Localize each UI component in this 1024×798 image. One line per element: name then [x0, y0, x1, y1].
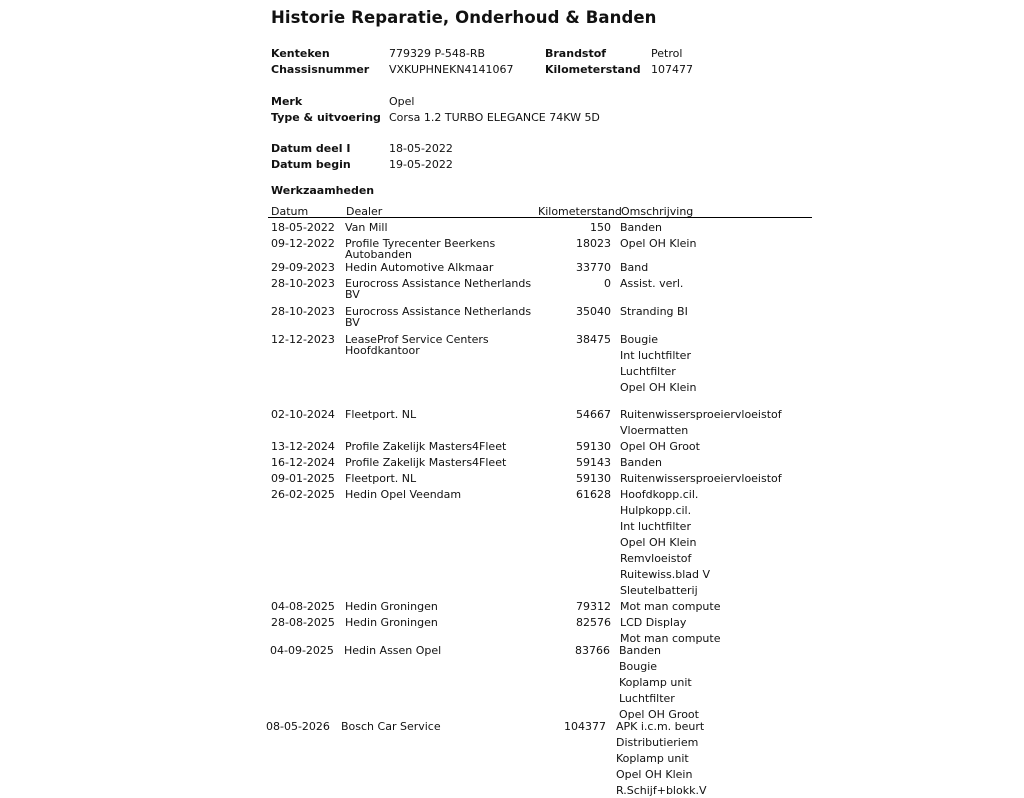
row-description: Distributieriem — [616, 736, 699, 749]
row-description: Opel OH Klein — [620, 381, 697, 394]
row-kilometerstand: 59130 — [576, 472, 611, 485]
row-dealer: Van Mill — [345, 221, 388, 234]
row-dealer: LeaseProf Service Centers — [345, 333, 489, 346]
row-description: Vloermatten — [620, 424, 689, 437]
row-dealer: Profile Tyrecenter Beerkens — [345, 237, 496, 250]
row-description: Opel OH Klein — [620, 536, 697, 549]
row-date: 08-05-2026 — [266, 720, 330, 733]
row-kilometerstand: 79312 — [576, 600, 611, 613]
merk-value: Opel — [389, 95, 415, 108]
row-date: 18-05-2022 — [271, 221, 335, 234]
row-dealer: Eurocross Assistance Netherlands — [345, 277, 532, 290]
row-kilometerstand: 150 — [590, 221, 611, 234]
row-description: Bougie — [619, 660, 658, 673]
row-description: Opel OH Groot — [620, 440, 700, 453]
row-date: 09-01-2025 — [271, 472, 335, 485]
row-date: 16-12-2024 — [271, 456, 335, 469]
row-dealer: Hedin Assen Opel — [344, 644, 442, 657]
row-date: 28-10-2023 — [271, 277, 335, 290]
row-kilometerstand: 18023 — [576, 237, 611, 250]
row-date: 13-12-2024 — [271, 440, 335, 453]
datum-begin-label: Datum begin — [271, 158, 351, 171]
row-dealer: Hedin Automotive Alkmaar — [345, 261, 494, 274]
row-description: Banden — [620, 456, 662, 469]
row-date: 09-12-2022 — [271, 237, 335, 250]
row-description: Koplamp unit — [616, 752, 689, 765]
row-description: R.Schijf+blokk.V — [616, 784, 707, 797]
row-description: Mot man compute — [620, 632, 721, 645]
row-description: Ruitenwissersproeiervloeistof — [620, 472, 782, 485]
row-description: Int luchtfilter — [620, 520, 691, 533]
row-kilometerstand: 33770 — [576, 261, 611, 274]
chassis-value: VXKUPHNEKN4141067 — [389, 63, 514, 76]
row-dealer: Profile Zakelijk Masters4Fleet — [345, 456, 507, 469]
brandstof-value: Petrol — [651, 47, 683, 60]
table-header-divider — [268, 217, 812, 218]
row-kilometerstand: 54667 — [576, 408, 611, 421]
row-kilometerstand: 104377 — [564, 720, 606, 733]
row-dealer: Eurocross Assistance Netherlands — [345, 305, 532, 318]
row-kilometerstand: 35040 — [576, 305, 611, 318]
row-description: Remvloeistof — [620, 552, 692, 565]
type-label: Type & uitvoering — [271, 111, 381, 124]
row-date: 04-08-2025 — [271, 600, 335, 613]
row-description: Koplamp unit — [619, 676, 692, 689]
kenteken-value: 779329 P-548-RB — [389, 47, 486, 60]
row-date: 28-08-2025 — [271, 616, 335, 629]
row-description: Int luchtfilter — [620, 349, 691, 362]
row-description: Bougie — [620, 333, 659, 346]
row-description: Hoofdkopp.cil. — [620, 488, 699, 501]
row-dealer: Hoofdkantoor — [345, 344, 420, 357]
merk-label: Merk — [271, 95, 303, 108]
row-kilometerstand: 82576 — [576, 616, 611, 629]
datum-deel-label: Datum deel I — [271, 142, 351, 155]
row-dealer: Fleetport. NL — [345, 472, 417, 485]
row-description: Ruitenwissersproeiervloeistof — [620, 408, 782, 421]
row-date: 12-12-2023 — [271, 333, 335, 346]
werkzaamheden-heading: Werkzaamheden — [271, 184, 375, 197]
row-dealer: Autobanden — [345, 248, 412, 261]
row-dealer: Fleetport. NL — [345, 408, 417, 421]
datum-deel-value: 18-05-2022 — [389, 142, 453, 155]
row-description: Ruitewiss.blad V — [620, 568, 711, 581]
column-header-datum: Datum — [271, 205, 309, 218]
row-kilometerstand: 59143 — [576, 456, 611, 469]
row-date: 04-09-2025 — [270, 644, 334, 657]
column-header-kilometerstand: Kilometerstand — [538, 205, 622, 218]
column-header-omschrijving: Omschrijving — [621, 205, 694, 218]
kilometerstand-value: 107477 — [651, 63, 693, 76]
row-kilometerstand: 0 — [604, 277, 611, 290]
row-description: Sleutelbatterij — [620, 584, 698, 597]
row-description: LCD Display — [620, 616, 687, 629]
row-kilometerstand: 59130 — [576, 440, 611, 453]
row-dealer: Hedin Opel Veendam — [345, 488, 462, 501]
row-date: 28-10-2023 — [271, 305, 335, 318]
row-date: 26-02-2025 — [271, 488, 335, 501]
brandstof-label: Brandstof — [545, 47, 607, 60]
row-description: Stranding BI — [620, 305, 688, 318]
row-description: Mot man compute — [620, 600, 721, 613]
row-description: Band — [620, 261, 649, 274]
row-description: Hulpkopp.cil. — [620, 504, 692, 517]
row-kilometerstand: 83766 — [575, 644, 610, 657]
kenteken-label: Kenteken — [271, 47, 330, 60]
row-dealer: BV — [345, 316, 360, 329]
row-dealer: Hedin Groningen — [345, 616, 438, 629]
row-kilometerstand: 61628 — [576, 488, 611, 501]
page-title: Historie Reparatie, Onderhoud & Banden — [271, 8, 657, 27]
kilometerstand-label: Kilometerstand — [545, 63, 641, 76]
row-kilometerstand: 38475 — [576, 333, 611, 346]
row-dealer: Hedin Groningen — [345, 600, 438, 613]
row-dealer: Bosch Car Service — [341, 720, 441, 733]
chassis-label: Chassisnummer — [271, 63, 370, 76]
row-description: Assist. verl. — [620, 277, 684, 290]
column-header-dealer: Dealer — [346, 205, 383, 218]
row-dealer: Profile Zakelijk Masters4Fleet — [345, 440, 507, 453]
row-date: 02-10-2024 — [271, 408, 335, 421]
row-description: Luchtfilter — [620, 365, 676, 378]
datum-begin-value: 19-05-2022 — [389, 158, 453, 171]
row-description: Banden — [620, 221, 662, 234]
row-description: Banden — [619, 644, 661, 657]
row-dealer: BV — [345, 288, 360, 301]
type-value: Corsa 1.2 TURBO ELEGANCE 74KW 5D — [389, 111, 600, 124]
row-description: Opel OH Groot — [619, 708, 699, 721]
row-date: 29-09-2023 — [271, 261, 335, 274]
row-description: Opel OH Klein — [616, 768, 693, 781]
row-description: APK i.c.m. beurt — [616, 720, 705, 733]
row-description: Opel OH Klein — [620, 237, 697, 250]
row-description: Luchtfilter — [619, 692, 675, 705]
